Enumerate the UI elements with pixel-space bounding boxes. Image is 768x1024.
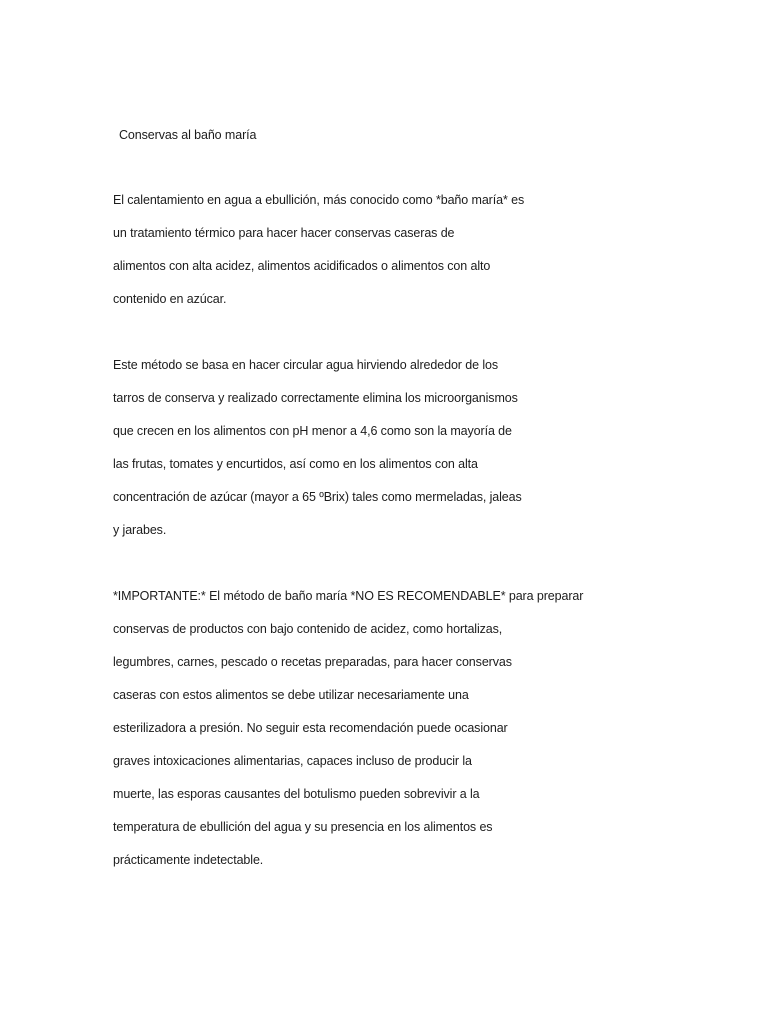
document-title: Conservas al baño maría [119, 128, 257, 142]
paragraph-line: contenido en azúcar. [113, 292, 227, 306]
paragraph-line: conservas de productos con bajo contenido de acidez, como hortalizas, [113, 622, 503, 636]
paragraph-line: que crecen en los alimentos con pH menor a 4,6 como son la mayoría de [113, 424, 512, 438]
paragraph-line: El calentamiento en agua a ebullición, más conocido como *baño maría* es [113, 193, 525, 207]
paragraph-line: concentración de azúcar (mayor a 65 ºBrix) tales como mermeladas, jaleas [113, 490, 522, 504]
paragraph-line: temperatura de ebullición del agua y su presencia en los alimentos es [113, 820, 493, 834]
paragraph-line: tarros de conserva y realizado correctamente elimina los microorganismos [113, 391, 518, 405]
paragraph-line: caseras con estos alimentos se debe utilizar necesariamente una [113, 688, 469, 702]
paragraph-line: un tratamiento térmico para hacer hacer conservas caseras de [113, 226, 455, 240]
paragraph-line: graves intoxicaciones alimentarias, capaces incluso de producir la [113, 754, 472, 768]
paragraph-line: las frutas, tomates y encurtidos, así como en los alimentos con alta [113, 457, 478, 471]
paragraph-line: alimentos con alta acidez, alimentos acidificados o alimentos con alto [113, 259, 491, 273]
paragraph-line: legumbres, carnes, pescado o recetas preparadas, para hacer conservas [113, 655, 512, 669]
paragraph-line: esterilizadora a presión. No seguir esta recomendación puede ocasionar [113, 721, 508, 735]
paragraph-line: Este método se basa en hacer circular agua hirviendo alrededor de los [113, 358, 499, 372]
paragraph-line: y jarabes. [113, 523, 167, 537]
paragraph-line: *IMPORTANTE:* El método de baño maría *NO ES RECOMENDABLE* para preparar [113, 589, 584, 603]
paragraph-line: muerte, las esporas causantes del botulismo pueden sobrevivir a la [113, 787, 480, 801]
paragraph-line: prácticamente indetectable. [113, 853, 264, 867]
